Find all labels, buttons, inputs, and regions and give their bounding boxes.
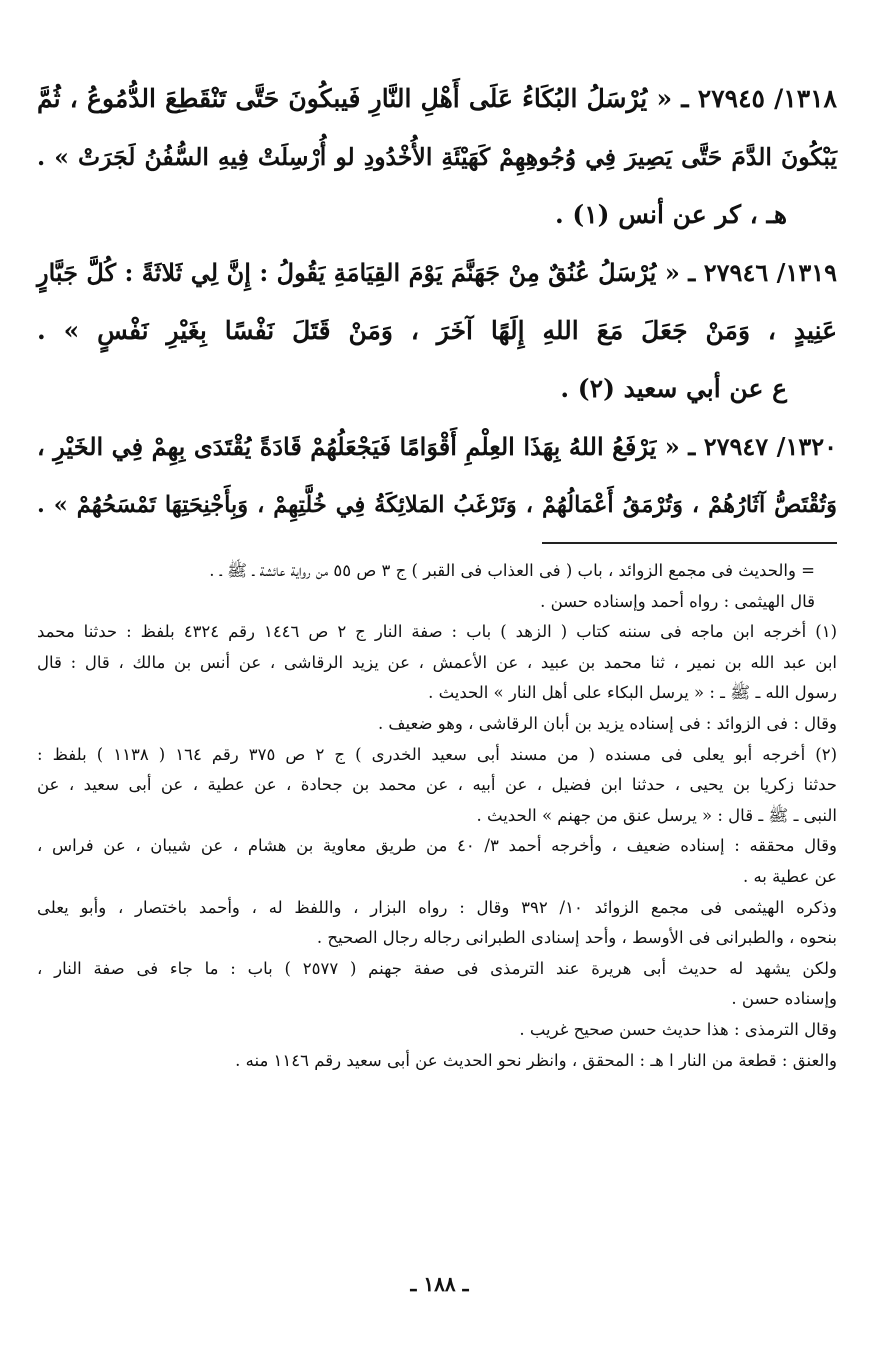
footnotes xyxy=(37,556,837,1076)
hadith-1319-line-1: ١٣١٩/ ٢٧٩٤٦ ـ « يُرْسَلُ عُنُقٌ مِنْ جَهَنَّمَ يَوْمَ القِيَامَةِ يَقُولُ : إِنَّ لِي ثَلاثَةً : كُلَّ جَبَّارٍ xyxy=(37,258,837,287)
footnote-2-line: وذكره الهيثمى فى مجمع الزوائد ١٠/ ٣٩٢ وقال : رواه البزار ، واللفظ له ، وأحمد باختصار ، وأبو يعلى xyxy=(37,897,837,917)
footnote-2-line: بنحوه ، والطبرانى فى الأوسط ، وأحد إسنادى الطبرانى رجاله رجال الصحيح . xyxy=(316,928,837,948)
footnote-1-line: رسول الله ـ ﷺ ـ : « يرسل البكاء على أهل النار » الحديث . xyxy=(428,683,837,703)
footnote-2-line: وإسناده حسن . xyxy=(731,989,837,1009)
footnote-2-line: والعنق : قطعة من النار ا هـ : المحقق ، وانظر نحو الحديث عن أبى سعيد رقم ١١٤٦ منه . xyxy=(235,1050,837,1070)
footnote-line: = والحديث فى مجمع الزوائد ، باب ( فى العذاب فى القبر ) ج ٣ ص ٥٥ من رواية عائشة ـ ﷺ ـ . xyxy=(209,561,815,580)
hadith-1319-source: ع عن أبي سعيد (٢) . xyxy=(560,374,787,403)
footnote-2-line: وقال محققه : إسناده ضعيف ، وأخرجه أحمد ٣/ ٤٠ من طريق معاوية بن هشام ، عن شيبان ، عن فراس ، xyxy=(37,836,837,856)
hadith-1320-line-2: وَتُقْتَصُّ آثَارُهُمْ ، وَتُرْمَقُ أَعْمَالُهُمْ ، وَتَرْغَبُ المَلائِكَةُ فِي خُلَّتِهِمْ ، وَبِأَجْنِحَتِهَا تَمْسَحُهُمْ » . xyxy=(37,492,837,518)
footnote-1-line: وقال : فى الزوائد : فى إسناده يزيد بن أبان الرقاشى ، وهو ضعيف . xyxy=(377,713,837,733)
hadith-1319-line-2: عَنِيدٍ ، وَمَنْ جَعَلَ مَعَ اللهِ إِلَهًا آخَرَ ، وَمَنْ قَتَلَ نَفْسًا بِغَيْرِ نَفْسٍ » . xyxy=(37,316,837,345)
footnote-2-line: حدثنا زكريا بن يحيى ، حدثنا ابن فضيل ، عن أبيه ، عن محمد بن جحادة ، عن عطية ، عن أبى سعيد ، عن xyxy=(37,775,837,795)
footnote-2-line: النبى ـ ﷺ ـ قال : « يرسل عنق من جهنم » الحديث . xyxy=(476,805,837,825)
footnote-2-line: ولكن يشهد له حديث أبى هريرة عند الترمذى فى صفة جهنم ( ٢٥٧٧ ) باب : ما جاء فى صفة النار ، xyxy=(37,958,837,978)
footnote-1-line: (١) أخرجه ابن ماجه فى سننه كتاب ( الزهد ) باب : صفة النار ج ٢ ص ١٤٤٦ رقم ٤٣٢٤ بلفظ : حدثنا محمد xyxy=(37,622,837,642)
hadith-body xyxy=(37,70,837,534)
hadith-1318-line-1: ١٣١٨/ ٢٧٩٤٥ ـ « يُرْسَلُ البُكَاءُ عَلَى أَهْلِ النَّارِ فَيبكُونَ حَتَّى تَنْقَطِعَ الدُّمُوعُ ، ثُمَّ xyxy=(37,84,837,113)
footnote-2-line: عن عطية به . xyxy=(742,866,837,886)
page-number: ـ ١٨٨ ـ xyxy=(410,1272,469,1296)
footnote-2-line: (٢) أخرجه أبو يعلى فى مسنده ( من مسند أبى سعيد الخدرى ) ج ٢ ص ٣٧٥ رقم ١٦٤ ( ١١٣٨ ) بلفظ : xyxy=(37,744,837,764)
hadith-1318-source: هـ ، كر عن أنس (١) . xyxy=(554,200,787,229)
footnote-2-line: وقال الترمذى : هذا حديث حسن صحيح غريب . xyxy=(519,1019,837,1039)
footnote-line: قال الهيثمى : رواه أحمد وإسناده حسن . xyxy=(540,591,815,611)
hadith-1318-line-2: يَبْكُونَ الدَّمَ حَتَّى يَصِيرَ فِي وُجُوهِهِمْ كَهَيْئَةِ الأُخْدُودِ لو أُرْسِلَتْ فِيهِ السُّفُنُ لَجَرَتْ » . xyxy=(37,143,837,171)
hadith-1320-line-1: ١٣٢٠/ ٢٧٩٤٧ ـ « يَرْفَعُ اللهُ بِهَذَا العِلْمِ أَقْوَامًا فَيَجْعَلُهُمْ قَادَةً يُقْتَدَى بِهِمْ فِي الخَيْرِ ، xyxy=(37,432,837,461)
footnote-1-line: ابن عبد الله بن نمير ، ثنا محمد بن عبيد ، عن الأعمش ، عن يزيد الرقاشى ، عن أنس بن مالك ، قال : قال xyxy=(37,652,837,672)
footnote-divider xyxy=(542,542,837,544)
